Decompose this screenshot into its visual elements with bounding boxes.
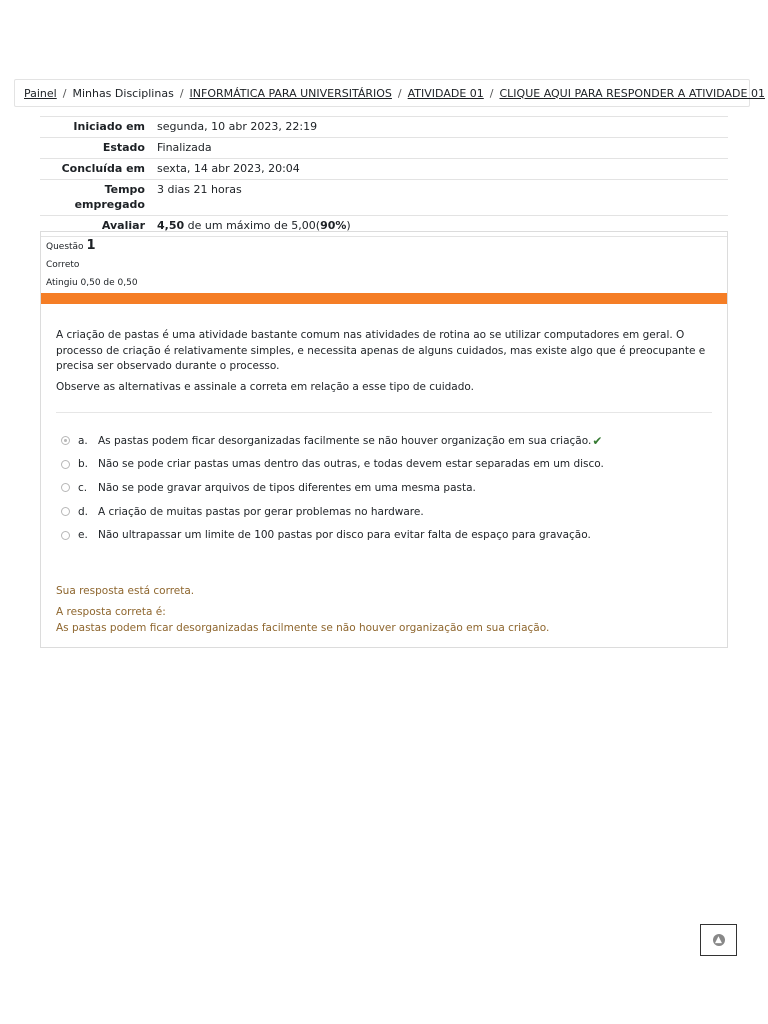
breadcrumb-separator: /: [397, 86, 402, 100]
grade-score: 4,50: [157, 219, 185, 232]
grade-text-end: ): [346, 219, 351, 232]
summary-label: Iniciado em: [40, 117, 151, 138]
feedback-answer-label: A resposta correta é:: [56, 606, 166, 618]
radio-button[interactable]: [61, 531, 70, 540]
summary-label: Avaliar: [40, 216, 151, 237]
summary-label: Tempo empregado: [40, 180, 151, 216]
arrow-up-icon: ▲: [713, 934, 725, 946]
breadcrumb-quiz[interactable]: CLIQUE AQUI PARA RESPONDER A ATIVIDADE 01: [499, 86, 765, 100]
question-status: Correto: [46, 260, 80, 270]
question-number: Questão 1: [46, 238, 96, 253]
answer-letter: a.: [78, 434, 88, 447]
summary-row-time: [40, 180, 728, 216]
summary-row-completed: [40, 159, 728, 180]
feedback-correct: Sua resposta está correta.: [56, 585, 195, 597]
divider: [56, 412, 712, 413]
answer-text: Não se pode criar pastas umas dentro das outras, e todas devem estar separadas em um disco.: [98, 458, 604, 471]
grade-text: de um máximo de 5,00(: [184, 219, 321, 232]
answer-option-d[interactable]: [61, 500, 604, 524]
summary-label: Estado: [40, 138, 151, 159]
feedback-answer: As pastas podem ficar desorganizadas facilmente se não houver organização em sua criação.: [56, 622, 550, 634]
question-paragraph: A criação de pastas é uma atividade bastante comum nas atividades de rotina ao se utilizar computadores em geral. O processo de criação é relativamente simples, e necessita apenas de alguns cuidados, mas existe algo que é preocupante e precisa ser observado durante o processo.: [56, 329, 706, 372]
attempt-summary-table: [40, 116, 728, 237]
breadcrumb: [14, 79, 765, 107]
answer-option-b[interactable]: [61, 453, 604, 477]
breadcrumb-activity[interactable]: ATIVIDADE 01: [407, 86, 484, 100]
breadcrumb-separator: /: [179, 86, 184, 100]
summary-value: Finalizada: [151, 138, 728, 159]
summary-row-started: [40, 117, 728, 138]
answer-option-e[interactable]: [61, 523, 604, 547]
breadcrumb-separator: /: [489, 86, 494, 100]
question-number-value: 1: [86, 238, 96, 253]
feedback: [56, 583, 549, 636]
answer-text: Não ultrapassar um limite de 100 pastas por disco para evitar falta de espaço para gravação.: [98, 529, 591, 542]
answer-option-a[interactable]: [61, 429, 604, 453]
question-instruction: Observe as alternativas e assinale a correta em relação a esse tipo de cuidado.: [56, 380, 474, 393]
question-container: [40, 231, 728, 648]
answer-text: A criação de muitas pastas por gerar problemas no hardware.: [98, 505, 424, 518]
answer-letter: d.: [78, 505, 89, 518]
summary-value: sexta, 14 abr 2023, 20:04: [151, 159, 728, 180]
answer-letter: b.: [78, 458, 89, 471]
summary-label: Concluída em: [40, 159, 151, 180]
question-info: [46, 237, 138, 292]
radio-button[interactable]: [61, 507, 70, 516]
summary-value: 3 dias 21 horas: [151, 180, 728, 216]
radio-button[interactable]: [61, 436, 70, 445]
check-icon: ✔: [592, 433, 603, 448]
summary-row-state: [40, 138, 728, 159]
answer-list: [61, 429, 604, 547]
answer-letter: c.: [78, 481, 88, 494]
summary-value: segunda, 10 abr 2023, 22:19: [151, 117, 728, 138]
grade-percent: 90%: [320, 219, 347, 232]
answer-text: As pastas podem ficar desorganizadas facilmente se não houver organização em sua criação.: [98, 434, 592, 447]
question-text: [56, 328, 716, 400]
breadcrumb-course[interactable]: INFORMÁTICA PARA UNIVERSITÁRIOS: [189, 86, 392, 100]
back-to-top-button[interactable]: [700, 924, 737, 956]
answer-option-c[interactable]: [61, 476, 604, 500]
radio-button[interactable]: [61, 483, 70, 492]
question-accent-bar: [41, 293, 727, 304]
question-marks: Atingiu 0,50 de 0,50: [46, 278, 138, 288]
answer-text: Não se pode gravar arquivos de tipos diferentes em uma mesma pasta.: [98, 481, 476, 494]
answer-letter: e.: [78, 529, 88, 542]
breadcrumb-minhas-disciplinas: Minhas Disciplinas: [72, 86, 174, 100]
breadcrumb-separator: /: [62, 86, 67, 100]
radio-button[interactable]: [61, 460, 70, 469]
breadcrumb-painel[interactable]: Painel: [24, 86, 57, 100]
